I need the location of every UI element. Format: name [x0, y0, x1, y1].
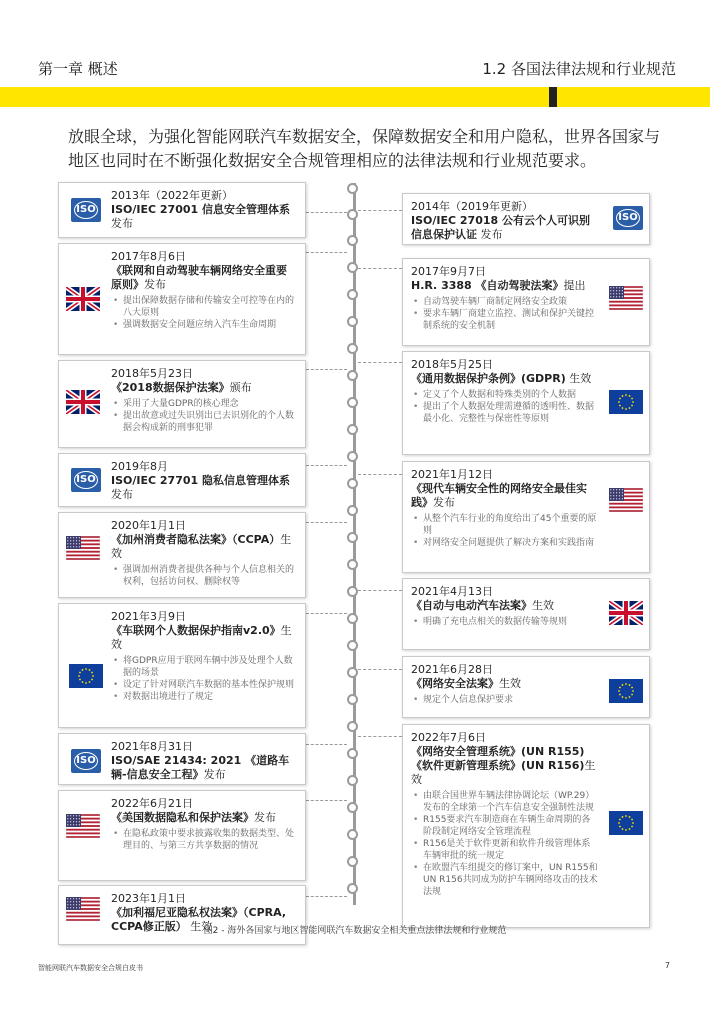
timeline-node [347, 559, 358, 570]
section-header: 1.2 各国法律法规和行业规范 [482, 60, 676, 78]
regulation-name: 《车联网个人数据保护指南v2.0》 [111, 624, 281, 637]
regulation-card [58, 453, 306, 507]
timeline-node [347, 532, 358, 543]
timeline-node [347, 829, 358, 840]
timeline-node [347, 775, 358, 786]
regulation-card [402, 258, 650, 346]
regulation-title [411, 279, 599, 293]
regulation-points [411, 389, 599, 425]
timeline-node [347, 397, 358, 408]
intro-paragraph: 放眼全球，为强化智能网联汽车数据安全，保障数据安全和用户隐私，世界各国家与地区也同时在不断强化数据安全合规管理相应的法律法规和行业规范要求。 [68, 127, 661, 170]
regulation-point: • 将GDPR应用于联网车辆中涉及处理个人数据的场景 [111, 655, 297, 679]
timeline-connector [358, 590, 402, 591]
eu-flag-icon [609, 811, 643, 835]
regulation-name: 《通用数据保护条例》(GDPR) [411, 372, 566, 385]
timeline-node [347, 235, 358, 246]
regulation-name: 《加利福尼亚隐私权法案》（CPRA, CCPA修正版） [111, 906, 286, 933]
uk-flag-icon [66, 390, 100, 414]
regulation-points [411, 694, 599, 706]
regulation-date: 2013年（2022年更新） [111, 189, 233, 202]
regulation-name: 《网络安全法案》 [411, 677, 499, 690]
regulation-status: 生效 [499, 677, 521, 690]
regulation-point: • 从整个汽车行业的角度给出了45个重要的原则 [411, 513, 599, 537]
uk-flag-icon [609, 601, 643, 625]
regulation-point: • 对网络安全问题提供了解决方案和实践指南 [411, 537, 599, 549]
us-flag-icon [609, 286, 643, 310]
us-flag-icon [609, 488, 643, 512]
regulation-name: ISO/IEC 27001 信息安全管理体系 [111, 203, 290, 216]
regulation-status: 生效 [111, 624, 292, 651]
regulation-status: 生效 [111, 533, 292, 560]
timeline-node [347, 289, 358, 300]
regulation-title [111, 381, 297, 395]
regulation-point: • 对数据出境进行了规定 [111, 691, 297, 703]
timeline-node [347, 370, 358, 381]
iso-logo-icon: ISO [71, 468, 101, 492]
timeline-connector [306, 800, 347, 801]
us-flag-icon [66, 897, 100, 921]
regulation-card [402, 724, 650, 928]
regulation-date: 2018年5月25日 [411, 358, 493, 371]
eu-flag-icon [69, 664, 103, 688]
regulation-name: 《美国数据隐私和保护法案》 [111, 811, 254, 824]
regulation-name: H.R. 3388 《自动驾驶法案》 [411, 279, 564, 292]
regulation-point: • 提出故意或过失识别出已去识别化的个人数据会构成新的刑事犯罪 [111, 410, 297, 434]
regulation-point: • 定义了个人数据和特殊类别的个人数据 [411, 389, 599, 401]
regulation-card [402, 656, 650, 718]
regulation-name: 《自动与电动汽车法案》 [411, 599, 532, 612]
timeline-connector [358, 736, 402, 737]
regulation-title [411, 677, 599, 691]
regulation-date: 2014年（2019年更新） [411, 200, 533, 213]
timeline-connector [358, 669, 402, 670]
regulation-title [111, 203, 297, 231]
regulation-card [402, 351, 650, 455]
timeline-node [347, 505, 358, 516]
regulation-point: • R156是关于软件更新和软件升级管理体系车辆审批的统一规定 [411, 838, 599, 862]
regulation-status: 生效 [565, 372, 592, 385]
regulation-status: 发布 [144, 278, 166, 291]
regulation-point: • 在隐私政策中要求披露收集的数据类型、处理目的、与第三方共享数据的情况 [111, 828, 297, 852]
regulation-card [58, 512, 306, 598]
regulation-point: • 提出了个人数据处理需遵循的透明性、数据最小化、完整性与保密性等原则 [411, 401, 599, 425]
regulation-points [111, 655, 297, 703]
eu-flag-icon [609, 390, 643, 414]
regulation-name: ISO/SAE 21434: 2021 《道路车辆-信息安全工程》 [111, 754, 290, 781]
regulation-card [58, 885, 306, 945]
figure-caption: 图2 - 海外各国家与地区智能网联汽车数据安全相关重点法律法规和行业规范 [203, 926, 507, 936]
timeline-connector [358, 362, 402, 363]
regulation-card [402, 461, 650, 573]
regulation-name: ISO/IEC 27018 公有云个人可识别信息保护认证 [411, 214, 590, 241]
timeline-node [347, 721, 358, 732]
regulation-card [402, 578, 650, 650]
regulation-name: 《网络安全管理系统》(UN R155) 《软件更新管理系统》(UN R156) [411, 745, 585, 772]
iso-logo-icon: ISO [71, 749, 101, 773]
timeline-node [347, 694, 358, 705]
timeline-node [347, 640, 358, 651]
regulation-title [111, 533, 297, 561]
regulation-title [411, 482, 599, 510]
timeline-connector [306, 212, 347, 213]
regulation-card [58, 360, 306, 448]
regulation-points [111, 295, 297, 331]
regulation-status: 发布 [111, 217, 133, 230]
regulation-title [111, 264, 297, 292]
regulation-date: 2017年9月7日 [411, 265, 486, 278]
regulation-date: 2017年8月6日 [111, 250, 186, 263]
regulation-title [111, 811, 297, 825]
regulation-card [58, 182, 306, 238]
eu-flag-icon [609, 679, 643, 703]
regulation-points [411, 616, 599, 628]
regulation-name: 《加州消费者隐私法案》（CCPA） [111, 533, 281, 546]
regulation-point: • 规定个人信息保护要求 [411, 694, 599, 706]
page-number: 7 [664, 961, 670, 970]
regulation-point: • 设定了针对网联汽车数据的基本性保护规则 [111, 679, 297, 691]
timeline-connector [306, 369, 347, 370]
regulation-date: 2019年8月 [111, 460, 168, 473]
regulation-name: 《联网和自动驾驶车辆网络安全重要原则》 [111, 264, 287, 291]
timeline-connector [358, 474, 402, 475]
regulation-date: 2020年1月1日 [111, 519, 186, 532]
regulation-point: • 自动驾驶车辆厂商制定网络安全政策 [411, 296, 599, 308]
timeline-node [347, 802, 358, 813]
regulation-card [58, 733, 306, 785]
timeline-connector [306, 465, 347, 466]
regulation-date: 2018年5月23日 [111, 367, 193, 380]
timeline-node [347, 883, 358, 894]
regulation-status: 生效 [411, 759, 596, 786]
regulation-point: • R155要求汽车制造商在车辆生命周期的各阶段制定网络安全管理流程 [411, 814, 599, 838]
timeline-node [347, 343, 358, 354]
header-accent-bar [0, 87, 710, 107]
regulation-card [58, 243, 306, 355]
regulation-name: 《现代车辆安全性的网络安全最佳实践》 [411, 482, 587, 509]
timeline-node [347, 856, 358, 867]
regulation-card [58, 603, 306, 728]
regulation-date: 2021年8月31日 [111, 740, 193, 753]
timeline-node [347, 451, 358, 462]
regulation-status: 发布 [111, 488, 133, 501]
timeline-node [347, 613, 358, 624]
iso-logo-icon: ISO [613, 206, 643, 230]
timeline-connector [306, 896, 347, 897]
regulation-points [411, 513, 599, 549]
regulation-name: ISO/IEC 27701 隐私信息管理体系 [111, 474, 290, 487]
regulation-points [111, 828, 297, 852]
us-flag-icon [66, 814, 100, 838]
timeline-node [347, 209, 358, 220]
regulation-date: 2022年7月6日 [411, 731, 486, 744]
regulation-title [411, 745, 599, 787]
regulation-title [411, 214, 599, 242]
regulation-status: 发布 [203, 768, 226, 781]
regulation-title [111, 754, 297, 782]
regulation-status: 生效 [532, 599, 554, 612]
timeline-connector [306, 613, 347, 614]
timeline-node [347, 748, 358, 759]
regulation-point: • 采用了大量GDPR的核心理念 [111, 398, 297, 410]
regulation-title [111, 474, 297, 502]
regulation-status: 生效 [186, 920, 213, 933]
regulation-status: 发布 [477, 228, 503, 241]
regulation-point: • 要求车辆厂商建立监控、测试和保护关键控制系统的安全机制 [411, 308, 599, 332]
regulation-card [402, 193, 650, 245]
regulation-card [58, 790, 306, 881]
timeline-node [347, 667, 358, 678]
timeline-connector [306, 252, 347, 253]
regulation-point: • 提出保障数据存储和传输安全可控等在内的八大原则 [111, 295, 297, 319]
regulation-title [411, 372, 599, 386]
timeline-node [347, 586, 358, 597]
regulation-date: 2021年3月9日 [111, 610, 186, 623]
timeline-connector [306, 744, 347, 745]
regulation-status: 提出 [563, 279, 586, 292]
timeline-node [347, 478, 358, 489]
regulation-points [411, 296, 599, 332]
timeline-connector [306, 522, 347, 523]
regulation-status: 发布 [433, 496, 455, 509]
uk-flag-icon [66, 287, 100, 311]
regulation-name: 《2018数据保护法案》 [111, 381, 230, 394]
regulation-points [411, 790, 599, 898]
regulation-points [111, 564, 297, 588]
timeline-connector [358, 268, 402, 269]
timeline-node [347, 183, 358, 194]
regulation-date: 2022年6月21日 [111, 797, 193, 810]
timeline-connector [358, 210, 402, 211]
timeline-node [347, 424, 358, 435]
regulation-point: • 明确了充电点相关的数据传输等规则 [411, 616, 599, 628]
iso-logo-icon: ISO [71, 198, 101, 222]
regulation-date: 2021年6月28日 [411, 663, 493, 676]
regulation-point: • 由联合国世界车辆法律协调论坛（WP.29）发布的全球第一个汽车信息安全强制性法规 [411, 790, 599, 814]
regulation-status: 颁布 [229, 381, 252, 394]
chapter-header: 第一章 概述 [38, 60, 118, 78]
timeline-node [347, 316, 358, 327]
regulation-status: 发布 [254, 811, 276, 824]
regulation-date: 2023年1月1日 [111, 892, 186, 905]
regulation-point: • 强调加州消费者提供各种与个人信息相关的权利，包括访问权、删除权等 [111, 564, 297, 588]
regulation-date: 2021年4月13日 [411, 585, 493, 598]
regulation-point: • 强调数据安全问题应纳入汽车生命周期 [111, 319, 297, 331]
regulation-title [111, 624, 297, 652]
footer-title: 智能网联汽车数据安全合规白皮书 [38, 964, 143, 972]
regulation-point: • 在欧盟汽车组提交的修订案中，UN R155和UN R156共同成为防护车辆网络攻击的技术法规 [411, 862, 599, 898]
us-flag-icon [66, 536, 100, 560]
timeline-node [347, 262, 358, 273]
regulation-date: 2021年1月12日 [411, 468, 493, 481]
regulation-title [411, 599, 599, 613]
regulation-points [111, 398, 297, 434]
